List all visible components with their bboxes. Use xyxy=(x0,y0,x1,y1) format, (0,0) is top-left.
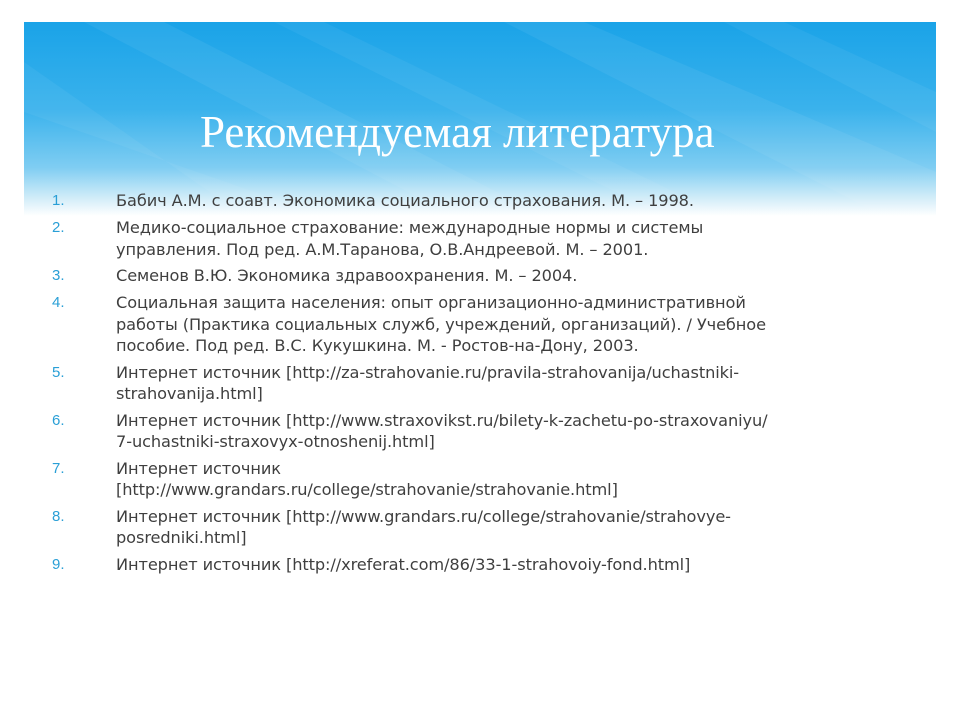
header-band xyxy=(24,22,936,216)
list-item-text-line: управления. Под ред. А.М.Таранова, О.В.Андреевой. М. – 2001. xyxy=(116,239,649,259)
list-item-text xyxy=(116,190,900,212)
list-item-number: 3. xyxy=(52,267,65,284)
list-item-text-line: Интернет источник [http://www.grandars.ru/college/strahovanie/strahovye- xyxy=(116,506,731,526)
list-item-text-line: Интернет источник [http://xreferat.com/86/33-1-strahovoiy-fond.html] xyxy=(116,554,691,574)
list-item-number: 5. xyxy=(52,363,65,381)
list-item-text xyxy=(116,458,900,501)
list-item-number: 7. xyxy=(52,459,65,477)
list-item-text-line: Бабич А.М. с соавт. Экономика социального страхования. М. – 1998. xyxy=(116,191,694,210)
list-item-number: 2. xyxy=(52,219,65,236)
list-item xyxy=(52,458,900,501)
list-item-text xyxy=(116,265,900,287)
list-item-text-line: Социальная защита населения: опыт организационно-административной xyxy=(116,293,746,312)
list-item-text xyxy=(116,506,900,549)
list-item xyxy=(52,217,900,260)
list-item xyxy=(52,190,900,212)
list-item-text xyxy=(116,217,900,260)
list-item xyxy=(52,554,900,576)
list-item-text-line: 7-uchastniki-straxovyx-otnoshenij.html] xyxy=(116,432,435,451)
list-item-text-line: Интернет источник xyxy=(116,458,281,478)
slide-title: Рекомендуемая литература xyxy=(200,107,715,157)
list-item-number: 6. xyxy=(52,411,65,429)
list-item-number: 4. xyxy=(52,294,65,311)
list-item xyxy=(52,292,900,357)
list-item-text-line: Интернет источник [http://www.straxovikst.ru/bilety-k-zachetu-po-straxovaniyu/ xyxy=(116,410,768,430)
list-item xyxy=(52,265,900,287)
reference-list xyxy=(52,190,900,581)
list-item-text-line: posredniki.html] xyxy=(116,528,247,547)
list-item-text-line: Семенов В.Ю. Экономика здравоохранения. М. – 2004. xyxy=(116,266,578,285)
list-item-text xyxy=(116,554,900,576)
list-item-text xyxy=(116,410,900,453)
list-item-text-line: Медико-социальное страхование: международные нормы и системы xyxy=(116,218,704,237)
list-item-text-line: [http://www.grandars.ru/college/strahovanie/strahovanie.html] xyxy=(116,480,618,499)
list-item-number: 9. xyxy=(52,555,65,573)
list-item-text xyxy=(116,362,900,405)
list-item xyxy=(52,362,900,405)
list-item-text-line: пособие. Под ред. В.С. Кукушкина. М. - Ростов-на-Дону, 2003. xyxy=(116,336,639,355)
list-item-text-line: Интернет источник [http://za-strahovanie.ru/pravila-strahovanija/uchastniki- xyxy=(116,362,740,382)
list-item-number: 1. xyxy=(52,192,65,209)
list-item-number: 8. xyxy=(52,507,65,525)
list-item-text-line: работы (Практика социальных служб, учреждений, организаций). / Учебное xyxy=(116,314,766,334)
list-item xyxy=(52,410,900,453)
list-item-text-line: strahovanija.html] xyxy=(116,384,263,403)
list-item-text xyxy=(116,292,900,357)
list-item xyxy=(52,506,900,549)
